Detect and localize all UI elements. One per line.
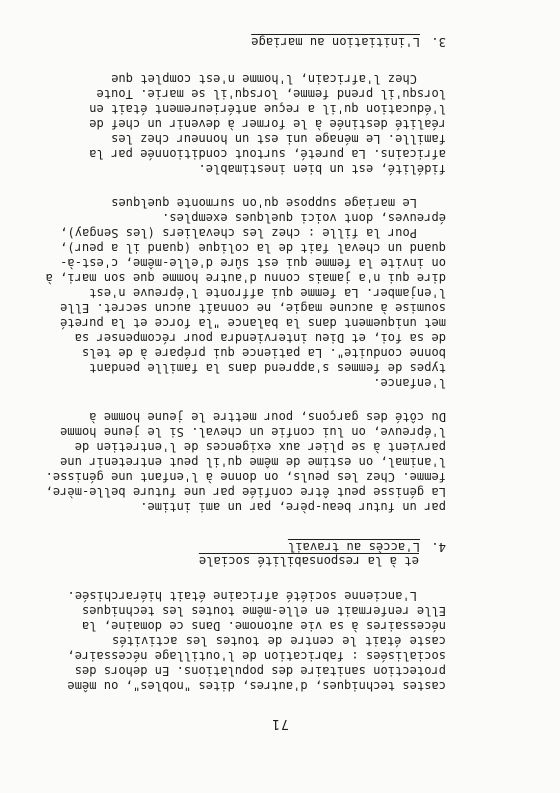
text-line: met uniquement dans la balance "la force et la pureté (60, 316, 446, 330)
text-line: Pour la fille : chez les chevaliers (les Sengay), (60, 226, 417, 240)
text-line: dire qui n'a jamais connu d'autre homme que son mari, à (45, 271, 446, 285)
text-line: par un futur beau-père, par un ami intime. (140, 500, 446, 514)
text-line: femme. Chez les peuls, on donne à l'enfant une génisse. (45, 470, 446, 484)
text-line: Le mariage suppose qu'on surmonte quelques (111, 196, 417, 210)
text-line: l'animal, on estime de même qu'il peut entretenir une (60, 455, 446, 469)
section-3-title: L'initiation au mariage (251, 35, 420, 49)
text-line: africains. La pureté, surtout conditionnée par la (89, 147, 446, 161)
text-line: fidélité, est un bien inestimable. (198, 162, 446, 176)
section-4-title-line2: et à la responsabilité sociale (198, 554, 419, 568)
text-line: nécessaires à sa vie autonome. Dans ce domaine, la (81, 619, 446, 633)
text-line: l'éducation qu'il a reçue antérieurement était en (89, 102, 446, 116)
text-line: parvient à se plier aux exigences de l'entretien de (74, 440, 446, 454)
text-line: de sa foi, et Dieu interviendra pour récompenser sa (74, 331, 446, 345)
section-4-number: 4. (431, 540, 446, 554)
text-line: l'épreuve, on lui confie un cheval. Si le jeune homme (60, 425, 446, 439)
text-line: lorsqu'il prend femme, lorsqu'il se marie. Toute (96, 87, 446, 101)
text-line: famille. Le ménage uni est un honneur chez les (111, 132, 446, 146)
text-line: Du côté des garçons, pour mettre le jeune homme à (89, 410, 446, 424)
text-line: on invite la femme qui est sûre d'elle-même, c'est-à- (60, 256, 446, 270)
text-line: l'enfance. (373, 376, 446, 390)
text-line: bonne conduite". La patience qui prépare à de tels (81, 346, 446, 360)
text-line: socialisées : fabrication de l'outillage nécessaire, (67, 649, 446, 663)
page-number: 71 (271, 716, 289, 731)
section-3-number: 3. (431, 35, 446, 49)
text-line: La génisse peut être confiée par une future belle-mère, (45, 485, 446, 499)
text-line: épreuves, dont voici quelques exemples. (162, 211, 446, 225)
text-line: l'enjamber. La femme qui affronte l'épreuve n'est (89, 286, 446, 300)
section-3-heading (251, 35, 446, 49)
text-line: réalité destinée à le former à devenir un chef de (89, 117, 446, 131)
text-line: quand un cheval fait de la colique (quand il a peur), (60, 241, 446, 255)
section-4-heading (288, 540, 446, 554)
text-line: caste était le centre de toutes les activités (112, 634, 446, 648)
text-line: L'ancienne société africaine était hiérarchisée. (67, 589, 417, 603)
text-line: Elle renfermait en elle-même toutes les techniques (81, 604, 446, 618)
text-line: types de femmes s'apprend dans la famille pendant (89, 361, 446, 375)
text-line: soumise à aucune magie, ne connaît aucun secret. Elle (60, 301, 446, 315)
text-line: Chez l'africain, l'homme n'est complet que (111, 72, 417, 86)
section-4-title-line1: L'accès au travail (287, 540, 420, 554)
section-4-heading-line2 (199, 554, 419, 568)
text-line: protection sanitaire des populations. En dehors des (74, 664, 446, 678)
text-line: castes techniques, d'autres, dites "nobles", ou même (67, 679, 446, 693)
